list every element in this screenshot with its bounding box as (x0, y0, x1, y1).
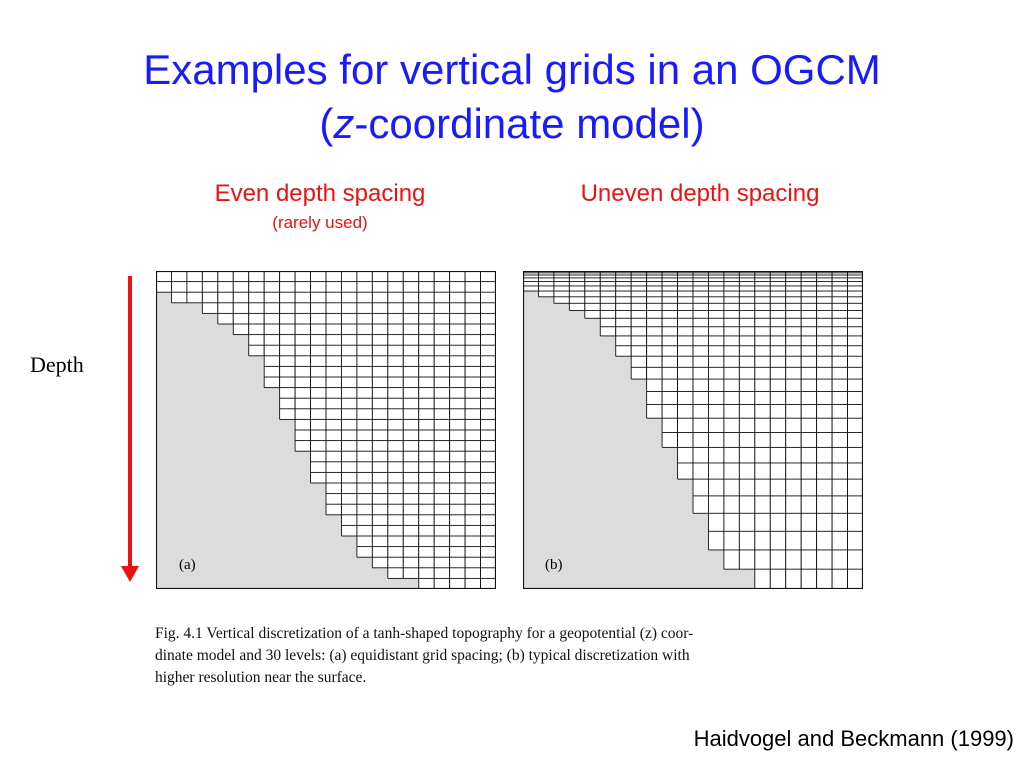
panel-a-label: (a) (179, 557, 196, 573)
slide-title: Examples for vertical grids in an OGCM (143, 46, 881, 93)
caption-line: dinate model and 30 levels: (a) equidistant grid spacing; (b) typical discretization with (155, 647, 690, 664)
ocean-column (739, 271, 754, 569)
ocean-column (616, 271, 631, 356)
ocean-column (678, 271, 693, 479)
ocean-column (647, 271, 662, 418)
ocean-column (357, 271, 372, 557)
ocean-column (295, 271, 310, 451)
grid-panel-uneven (523, 271, 863, 589)
subtitle-z-italic: z (333, 100, 355, 147)
panel-b-label: (b) (545, 557, 563, 573)
ocean-column (171, 271, 186, 303)
subtitle-rest: -coordinate model) (354, 100, 705, 147)
citation: Haidvogel and Beckmann (1999) (693, 726, 1014, 751)
ocean-column (187, 271, 202, 303)
subtitle-open-paren: ( (319, 100, 334, 147)
ocean-column (403, 271, 418, 578)
grid-panel-even (156, 271, 496, 589)
depth-label: Depth (30, 352, 84, 377)
ocean-column (326, 271, 341, 515)
ocean-column (523, 271, 538, 291)
ocean-column (708, 271, 723, 550)
ocean-column (662, 271, 677, 447)
slide-subtitle (0, 98, 1024, 150)
ocean-column (341, 271, 356, 536)
caption-line: Fig. 4.1 Vertical discretization of a tanh-shaped topography for a geopotential (z) coor- (155, 625, 694, 642)
even-spacing-label: Even depth spacing (214, 180, 426, 207)
ocean-column (631, 271, 646, 379)
caption-line: higher resolution near the surface. (155, 669, 367, 686)
ocean-column (554, 271, 569, 303)
ocean-column (724, 271, 739, 569)
ocean-column (388, 271, 403, 578)
even-spacing-sublabel: (rarely used) (272, 213, 368, 232)
ocean-column (218, 271, 233, 324)
figure-caption (155, 623, 875, 689)
depth-arrow-icon (118, 276, 142, 584)
ocean-column (693, 271, 708, 513)
ocean-column (264, 271, 279, 388)
uneven-spacing-label: Uneven depth spacing (580, 180, 820, 207)
